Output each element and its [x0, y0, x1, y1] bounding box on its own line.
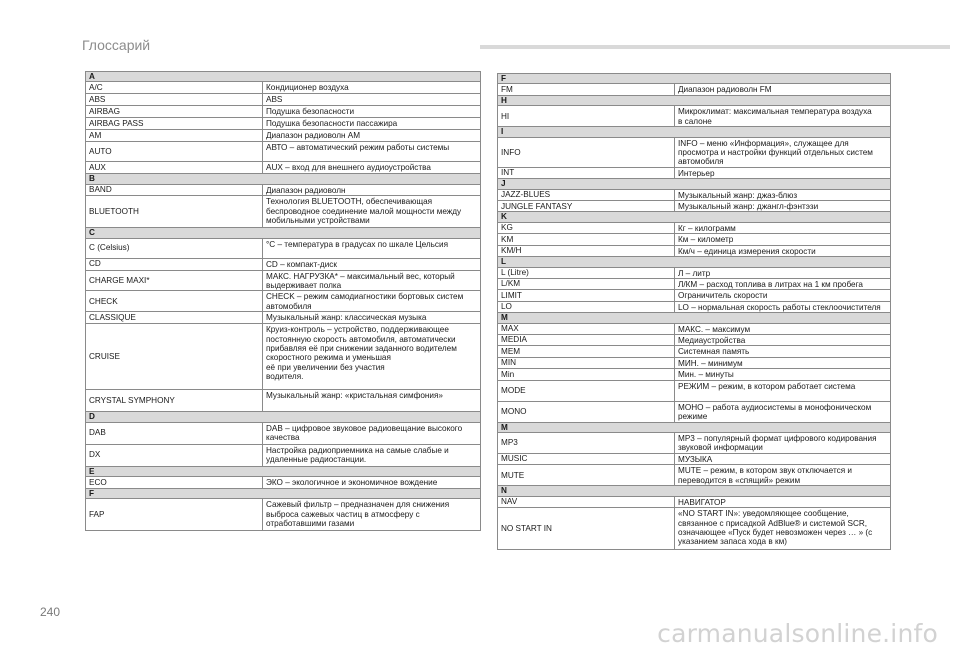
- definition-line: её при увеличении без участия: [266, 362, 385, 372]
- glossary-table-left: [85, 71, 481, 531]
- definition-line: Музыкальный жанр: джаз-блюз: [678, 190, 798, 200]
- definition-line: Музыкальный жанр: джангл-фэнтэзи: [678, 202, 819, 212]
- definition-line: Кондиционер воздуха: [266, 83, 349, 93]
- glossary-row: [498, 137, 891, 167]
- section-letter-row: [86, 466, 481, 476]
- glossary-definition: [675, 167, 891, 178]
- glossary-term: JAZZ-BLUES: [498, 189, 675, 200]
- glossary-row: [86, 477, 481, 489]
- definition-line: удаленные радиостанции.: [266, 455, 367, 465]
- glossary-term: FM: [498, 84, 675, 95]
- glossary-row: [498, 334, 891, 345]
- definition-line: МОНО – работа аудиосистемы в монофоническом: [678, 402, 872, 412]
- definition-line: Мин. – минуты: [678, 370, 734, 380]
- glossary-term: AUX: [86, 162, 263, 174]
- glossary-term: NAV: [498, 496, 675, 507]
- section-letter: N: [498, 486, 891, 496]
- glossary-definition: [675, 380, 891, 401]
- glossary-definition: [263, 130, 481, 142]
- glossary-definition: [675, 290, 891, 301]
- section-letter-row: [86, 228, 481, 238]
- glossary-term: ABS: [86, 94, 263, 106]
- glossary-term: MODE: [498, 380, 675, 401]
- glossary-row: [498, 357, 891, 368]
- glossary-row: [86, 82, 481, 94]
- definition-line: автомобиля: [266, 301, 312, 311]
- glossary-row: [498, 465, 891, 486]
- glossary-term: INFO: [498, 137, 675, 167]
- glossary-definition: [675, 465, 891, 486]
- glossary-definition: [263, 258, 481, 270]
- definition-line: связанное с присадкой AdBlue® и системой SCR,: [678, 518, 868, 528]
- glossary-row: [86, 422, 481, 444]
- glossary-term: A/C: [86, 82, 263, 94]
- section-letter: M: [498, 422, 891, 432]
- definition-line: скоростного режима и уменьшая: [266, 353, 391, 363]
- glossary-row: [498, 201, 891, 212]
- definition-line: водителя.: [266, 372, 304, 382]
- glossary-term: AUTO: [86, 142, 263, 162]
- section-letter-row: [86, 412, 481, 422]
- definition-line: Ограничитель скорости: [678, 291, 768, 301]
- glossary-term: KM: [498, 234, 675, 245]
- glossary-definition: [675, 278, 891, 289]
- definition-line: MUTE – режим, в котором звук отключается и: [678, 466, 852, 476]
- definition-line: качества: [266, 433, 300, 443]
- definition-line: звуковой информации: [678, 443, 763, 453]
- glossary-term: MONO: [498, 401, 675, 422]
- glossary-definition: [263, 444, 481, 466]
- glossary-definition: [675, 357, 891, 368]
- glossary-row: [498, 290, 891, 301]
- glossary-term: DX: [86, 444, 263, 466]
- glossary-definition: [675, 137, 891, 167]
- glossary-term: CRUISE: [86, 324, 263, 390]
- definition-line: Технология BLUETOOTH, обеспечивающая: [266, 197, 433, 207]
- definition-line: МАКС. НАГРУЗКА* – максимальный вес, который: [266, 271, 455, 281]
- section-letter-row: [86, 72, 481, 82]
- definition-line: отработавшими газами: [266, 519, 355, 529]
- glossary-row: [86, 94, 481, 106]
- definition-line: Сажевый фильтр – предназначен для снижения: [266, 500, 450, 510]
- glossary-definition: [263, 291, 481, 312]
- definition-line: РЕЖИМ – режим, в котором работает система: [678, 381, 856, 391]
- glossary-definition: [675, 323, 891, 334]
- definition-line: DAB – цифровое звуковое радиовещание высокого: [266, 423, 463, 433]
- definition-line: выдерживает полка: [266, 281, 342, 291]
- glossary-definition: [263, 499, 481, 531]
- glossary-term: FAP: [86, 499, 263, 531]
- glossary-term: C (Celsius): [86, 238, 263, 258]
- glossary-term: LIMIT: [498, 290, 675, 301]
- glossary-term: NO START IN: [498, 508, 675, 550]
- section-letter: K: [498, 212, 891, 222]
- page-header-title: Глоссарий: [82, 37, 151, 53]
- section-letter: M: [498, 313, 891, 323]
- definition-line: Диапазон радиоволн AM: [266, 131, 361, 141]
- definition-line: ЭКО – экологичное и экономичное вождение: [266, 478, 438, 488]
- glossary-row: [498, 167, 891, 178]
- glossary-term: BAND: [86, 184, 263, 195]
- glossary-term: L (Litre): [498, 267, 675, 278]
- section-letter-row: [498, 257, 891, 267]
- glossary-definition: [675, 222, 891, 233]
- glossary-definition: [263, 184, 481, 195]
- glossary-term: CLASSIQUE: [86, 312, 263, 324]
- definition-line: МИН. – минимум: [678, 358, 743, 368]
- glossary-row: [498, 84, 891, 95]
- glossary-definition: [675, 453, 891, 464]
- glossary-definition: [263, 422, 481, 444]
- definition-line: Подушка безопасности: [266, 107, 355, 117]
- section-letter-row: [498, 212, 891, 222]
- definition-line: беспроводное соединение малой мощности между: [266, 206, 462, 216]
- glossary-term: MUTE: [498, 465, 675, 486]
- glossary-term: MUSIC: [498, 453, 675, 464]
- glossary-row: [498, 189, 891, 200]
- section-letter-row: [498, 74, 891, 84]
- section-letter: H: [498, 95, 891, 105]
- glossary-term: AIRBAG: [86, 106, 263, 118]
- definition-line: Микроклимат: максимальная температура воздуха: [678, 107, 872, 117]
- glossary-row: [498, 323, 891, 334]
- glossary-term: MAX: [498, 323, 675, 334]
- glossary-row: [86, 162, 481, 174]
- glossary-definition: [675, 334, 891, 345]
- glossary-row: [86, 390, 481, 412]
- glossary-definition: [263, 238, 481, 258]
- section-letter: I: [498, 127, 891, 137]
- glossary-row: [498, 453, 891, 464]
- glossary-row: [498, 106, 891, 127]
- header-divider: [480, 45, 950, 49]
- definition-line: Музыкальный жанр: «кристальная симфония»: [266, 391, 443, 401]
- glossary-row: [86, 258, 481, 270]
- definition-line: в салоне: [678, 116, 712, 126]
- glossary-term: MEDIA: [498, 334, 675, 345]
- definition-line: Круиз-контроль – устройство, поддерживающее: [266, 325, 449, 335]
- glossary-row: [86, 106, 481, 118]
- glossary-definition: [675, 189, 891, 200]
- glossary-row: [498, 301, 891, 312]
- definition-line: просмотра и настройки функций отдельных систем: [678, 148, 873, 158]
- glossary-row: [86, 238, 481, 258]
- glossary-definition: [675, 84, 891, 95]
- watermark: carmanualsonline.info: [657, 619, 938, 648]
- section-letter-row: [498, 486, 891, 496]
- glossary-row: [498, 278, 891, 289]
- definition-line: INFO – меню «Информация», служащее для: [678, 138, 849, 148]
- glossary-row: [498, 245, 891, 256]
- glossary-term: MIN: [498, 357, 675, 368]
- section-letter-row: [498, 313, 891, 323]
- definition-line: указанием запаса хода в км): [678, 537, 787, 547]
- definition-line: постоянную скорость автомобиля, автоматически: [266, 334, 456, 344]
- glossary-term: ECO: [86, 477, 263, 489]
- glossary-row: [498, 380, 891, 401]
- glossary-row: [86, 270, 481, 291]
- definition-line: Диапазон радиоволн: [266, 185, 346, 195]
- glossary-table-right: [497, 73, 891, 550]
- section-letter: D: [86, 412, 481, 422]
- glossary-definition: [263, 142, 481, 162]
- glossary-definition: [263, 270, 481, 291]
- section-letter-row: [86, 489, 481, 499]
- glossary-term: AM: [86, 130, 263, 142]
- glossary-definition: [675, 234, 891, 245]
- definition-line: CD – компакт-диск: [266, 259, 337, 269]
- glossary-definition: [675, 267, 891, 278]
- definition-line: Интерьер: [678, 168, 715, 178]
- glossary-row: [498, 508, 891, 550]
- glossary-definition: [263, 477, 481, 489]
- definition-line: «NO START IN»: уведомляющее сообщение,: [678, 509, 849, 519]
- glossary-row: [498, 234, 891, 245]
- glossary-definition: [263, 324, 481, 390]
- glossary-row: [86, 196, 481, 228]
- glossary-term: HI: [498, 106, 675, 127]
- definition-line: Кг – килограмм: [678, 223, 736, 233]
- definition-line: переводится в «спящий» режим: [678, 475, 801, 485]
- definition-line: Подушка безопасности пассажира: [266, 119, 398, 129]
- glossary-row: [498, 496, 891, 507]
- definition-line: Л – литр: [678, 268, 711, 278]
- glossary-term: DAB: [86, 422, 263, 444]
- definition-line: Диапазон радиоволн FM: [678, 85, 772, 95]
- glossary-definition: [675, 346, 891, 357]
- definition-line: МУЗЫКА: [678, 454, 713, 464]
- glossary-term: JUNGLE FANTASY: [498, 201, 675, 212]
- glossary-definition: [675, 106, 891, 127]
- glossary-term: Min: [498, 369, 675, 380]
- section-letter: A: [86, 72, 481, 82]
- glossary-definition: [263, 82, 481, 94]
- glossary-row: [86, 130, 481, 142]
- glossary-definition: [263, 106, 481, 118]
- glossary-definition: [263, 196, 481, 228]
- glossary-term: MP3: [498, 432, 675, 453]
- definition-line: LO – нормальная скорость работы стеклоочистителя: [678, 302, 881, 312]
- definition-line: Км – километр: [678, 235, 734, 245]
- glossary-term: L/KM: [498, 278, 675, 289]
- glossary-term: CRYSTAL SYMPHONY: [86, 390, 263, 412]
- glossary-definition: [675, 369, 891, 380]
- glossary-term: KM/H: [498, 245, 675, 256]
- definition-line: Настройка радиоприемника на самые слабые и: [266, 445, 449, 455]
- glossary-row: [86, 444, 481, 466]
- glossary-term: KG: [498, 222, 675, 233]
- definition-line: НАВИГАТОР: [678, 497, 726, 507]
- glossary-definition: [675, 201, 891, 212]
- definition-line: °C – температура в градусах по шкале Цельсия: [266, 239, 449, 249]
- glossary-row: [86, 312, 481, 324]
- section-letter: B: [86, 174, 481, 184]
- glossary-definition: [263, 118, 481, 130]
- glossary-definition: [675, 496, 891, 507]
- glossary-row: [498, 346, 891, 357]
- definition-line: CHECK – режим самодиагностики бортовых систем: [266, 292, 464, 302]
- definition-line: выброса сажевых частиц в атмосферу с: [266, 509, 420, 519]
- glossary-definition: [263, 312, 481, 324]
- glossary-definition: [675, 301, 891, 312]
- definition-line: MP3 – популярный формат цифрового кодирования: [678, 433, 877, 443]
- section-letter: L: [498, 257, 891, 267]
- glossary-definition: [675, 401, 891, 422]
- glossary-definition: [263, 94, 481, 106]
- section-letter: E: [86, 466, 481, 476]
- definition-line: ABS: [266, 95, 283, 105]
- glossary-row: [498, 267, 891, 278]
- section-letter: J: [498, 179, 891, 189]
- section-letter: C: [86, 228, 481, 238]
- glossary-definition: [263, 162, 481, 174]
- glossary-row: [498, 222, 891, 233]
- glossary-row: [498, 369, 891, 380]
- glossary-term: CHECK: [86, 291, 263, 312]
- glossary-row: [86, 184, 481, 195]
- definition-line: прибавляя её при снижении заданного водителем: [266, 344, 457, 354]
- definition-line: автомобиля: [678, 157, 724, 167]
- glossary-row: [86, 499, 481, 531]
- glossary-row: [498, 401, 891, 422]
- glossary-row: [86, 324, 481, 390]
- definition-line: мобильными устройствами: [266, 216, 370, 226]
- definition-line: Медиаустройства: [678, 335, 746, 345]
- section-letter-row: [498, 127, 891, 137]
- definition-line: МАКС. – максимум: [678, 324, 751, 334]
- section-letter: F: [86, 489, 481, 499]
- definition-line: Системная память: [678, 347, 750, 357]
- definition-line: режиме: [678, 411, 708, 421]
- definition-line: Музыкальный жанр: классическая музыка: [266, 313, 427, 323]
- glossary-term: CD: [86, 258, 263, 270]
- glossary-term: CHARGE MAXI*: [86, 270, 263, 291]
- glossary-term: BLUETOOTH: [86, 196, 263, 228]
- definition-line: Км/ч – единица измерения скорости: [678, 246, 816, 256]
- glossary-row: [86, 142, 481, 162]
- glossary-row: [86, 118, 481, 130]
- section-letter-row: [498, 95, 891, 105]
- definition-line: Л/КМ – расход топлива в литрах на 1 км пробега: [678, 279, 863, 289]
- section-letter: F: [498, 74, 891, 84]
- glossary-definition: [263, 390, 481, 412]
- glossary-term: INT: [498, 167, 675, 178]
- section-letter-row: [498, 422, 891, 432]
- glossary-definition: [675, 245, 891, 256]
- glossary-term: LO: [498, 301, 675, 312]
- glossary-row: [498, 432, 891, 453]
- glossary-definition: [675, 508, 891, 550]
- section-letter-row: [86, 174, 481, 184]
- section-letter-row: [498, 179, 891, 189]
- glossary-term: AIRBAG PASS: [86, 118, 263, 130]
- glossary-row: [86, 291, 481, 312]
- definition-line: АВТО – автоматический режим работы системы: [266, 143, 450, 153]
- glossary-term: MEM: [498, 346, 675, 357]
- glossary-definition: [675, 432, 891, 453]
- definition-line: означающее «Пуск будет невозможен через … » (с: [678, 528, 873, 537]
- definition-line: AUX – вход для внешнего аудиоустройства: [266, 163, 431, 173]
- page-number: 240: [40, 605, 61, 619]
